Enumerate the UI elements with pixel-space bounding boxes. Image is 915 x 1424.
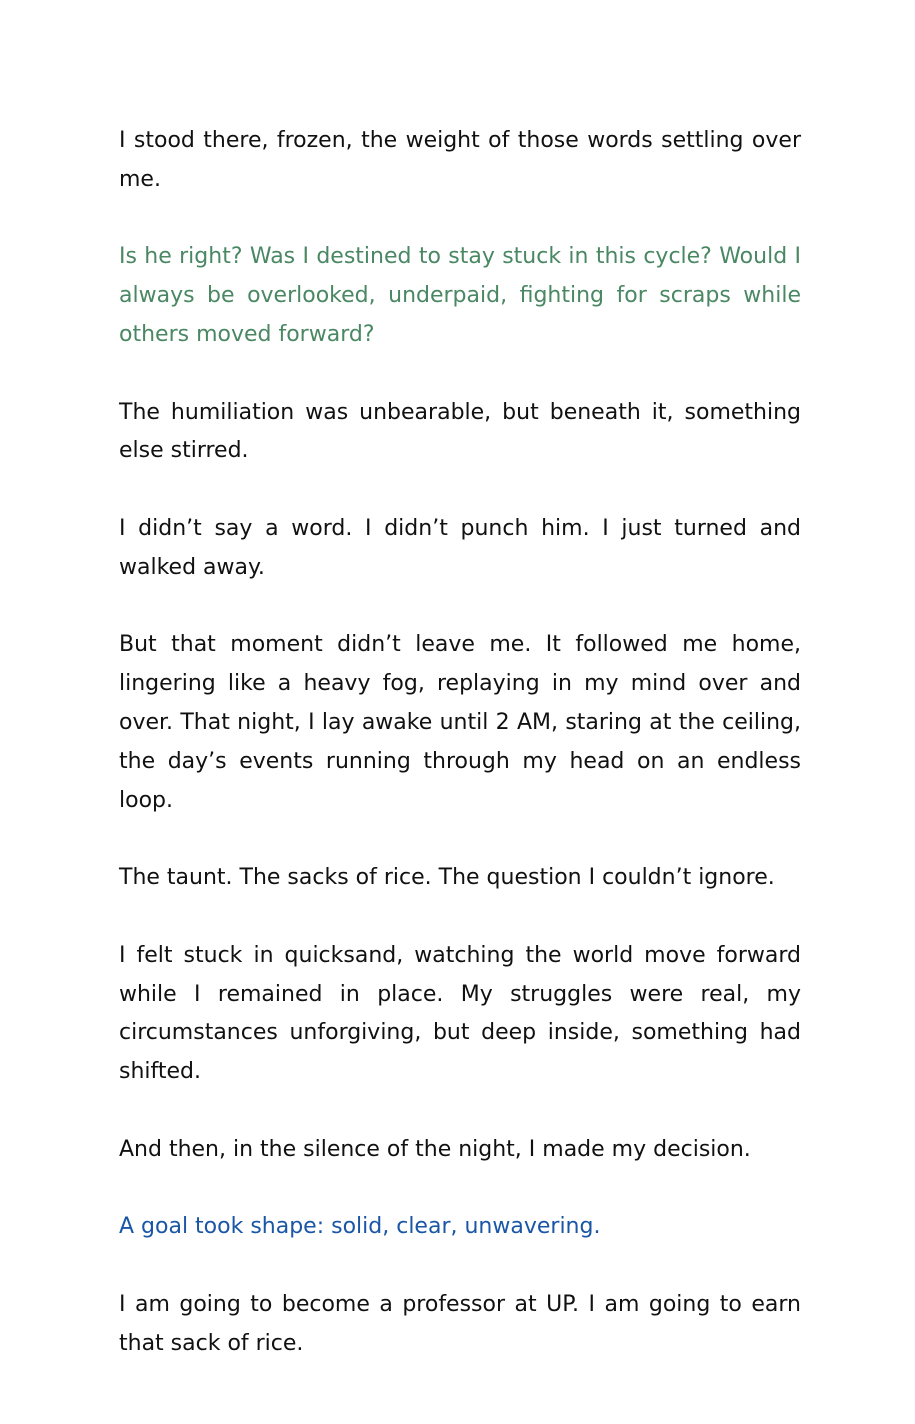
page-body (119, 122, 801, 1402)
paragraph-sleepless-night: But that moment didn’t leave me. It followed me home, lingering like a heavy fog, replaying in my mind over and over. That night, I lay awake until 2 AM, staring at the ceiling, the day’s events running through my head on an endless loop. (119, 632, 801, 813)
paragraph-taunt: The taunt. The sacks of rice. The question I couldn’t ignore. (119, 865, 775, 891)
paragraph-professor: I am going to become a professor at UP. I am going to earn that sack of rice. (119, 1291, 801, 1356)
paragraph-quicksand: I felt stuck in quicksand, watching the world move forward while I remained in place. My struggles were real, my circumstances unforgiving, but deep inside, something had shifted. (119, 942, 801, 1085)
paragraph-humiliation: The humiliation was unbearable, but beneath it, something else stirred. (119, 399, 801, 464)
paragraph-decision: And then, in the silence of the night, I made my decision. (119, 1136, 751, 1162)
paragraph-walked-away: I didn’t say a word. I didn’t punch him. I just turned and walked away. (119, 515, 801, 580)
paragraph-frozen: I stood there, frozen, the weight of those words settling over me. (119, 128, 801, 192)
paragraph-inner-thought: Is he right? Was I destined to stay stuck in this cycle? Would I always be overlooked, underpaid, fighting for scraps while others moved forward? (119, 244, 801, 347)
paragraph-goal: A goal took shape: solid, clear, unwavering. (119, 1214, 601, 1240)
